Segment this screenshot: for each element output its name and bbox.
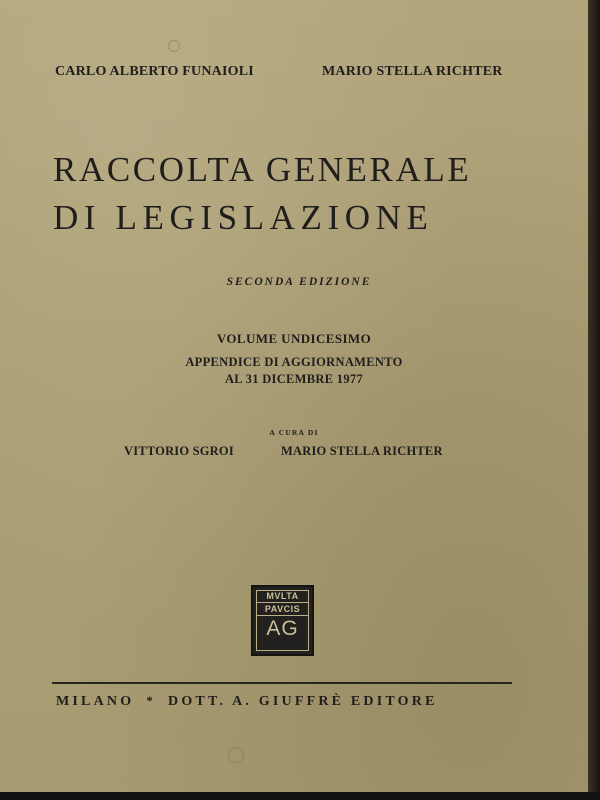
appendix-line-2: AL 31 DICEMBRE 1977 — [224, 372, 363, 386]
imprint — [56, 693, 438, 710]
imprint-separator: * — [146, 693, 157, 708]
editor-name-left: VITTORIO SGROI — [124, 444, 234, 458]
cover-edge-shadow — [0, 792, 600, 800]
author-name-left: CARLO ALBERTO FUNAIOLI — [55, 64, 254, 79]
imprint-publisher: DOTT. A. GIUFFRÈ EDITORE — [168, 694, 438, 709]
author-name-right: MARIO STELLA RICHTER — [322, 64, 503, 79]
publisher-logo-divider — [257, 615, 308, 616]
book-title-line-1: RACCOLTA GENERALE — [53, 150, 472, 189]
paper-stain — [168, 40, 180, 52]
publisher-logo-motto-2: PAVCIS — [264, 604, 301, 614]
editors-label: A CURA DI — [269, 428, 319, 437]
edition-label: SECONDA EDIZIONE — [226, 276, 372, 288]
publisher-logo — [251, 585, 314, 656]
appendix-line-1: APPENDICE DI AGGIORNAMENTO — [185, 355, 403, 369]
imprint-city: MILANO — [56, 694, 135, 709]
imprint-rule — [52, 682, 512, 684]
cover-edge-shadow — [588, 0, 600, 800]
publisher-logo-motto-1: MVLTA — [266, 591, 299, 601]
volume-label: VOLUME UNDICESIMO — [216, 331, 372, 346]
paper-stain — [228, 747, 244, 763]
book-title-line-2: DI LEGISLAZIONE — [53, 198, 434, 237]
editor-name-right: MARIO STELLA RICHTER — [281, 444, 443, 458]
publisher-logo-divider — [257, 602, 308, 603]
publisher-logo-monogram: AG — [266, 617, 299, 640]
